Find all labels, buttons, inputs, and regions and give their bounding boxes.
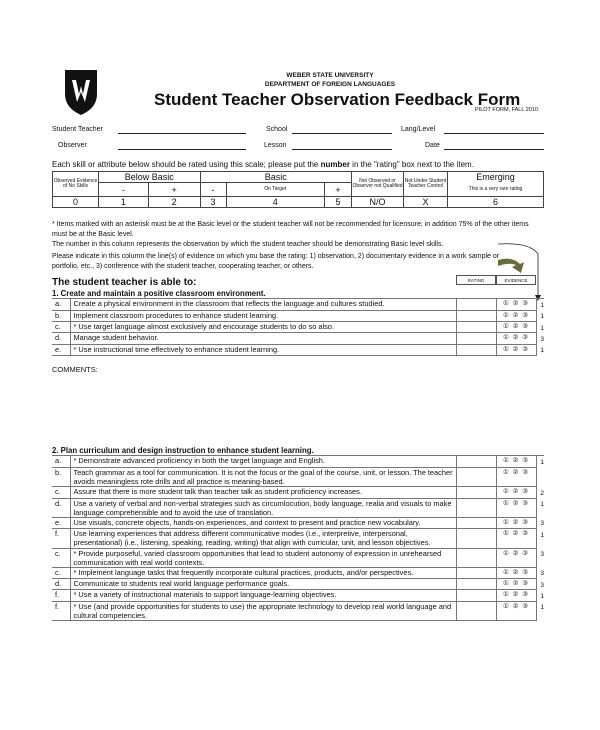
evidence-options[interactable]: ① ② ③: [496, 310, 536, 321]
evidence-column-header: EVIDENCE: [496, 275, 536, 285]
item-text: * Use target language almost exclusively and encourage students to do so also.: [70, 322, 456, 333]
rating-box[interactable]: [456, 310, 496, 321]
rating-box[interactable]: [456, 344, 496, 355]
item-letter: e.: [52, 517, 70, 528]
evidence-options[interactable]: ① ② ③: [496, 567, 536, 578]
item-text: * Provide purposeful, varied classroom opportunities that lead to student autonomy of expression in unrehearsed communication with real world contexts.: [70, 548, 456, 567]
item-letter: f.: [52, 590, 70, 601]
item-letter: d.: [52, 579, 70, 590]
evidence-options[interactable]: ① ② ③: [496, 322, 536, 333]
table-row: [52, 487, 544, 498]
evidence-options[interactable]: ① ② ③: [496, 333, 536, 344]
item-text: * Implement language tasks that frequently incorporate cultural practices, products, and/or perspectives.: [70, 567, 456, 578]
target-observation: 1: [540, 313, 544, 321]
table-row: [52, 601, 544, 620]
scale-num: 5: [324, 197, 351, 208]
student-teacher-label: Student Teacher: [52, 126, 103, 133]
rating-box[interactable]: [456, 567, 496, 578]
scale-not-under-control: Not Under Student Teacher Control: [404, 172, 448, 197]
target-observation: 1: [540, 501, 544, 509]
scale-below-minus: -: [99, 183, 149, 197]
target-observation: [536, 467, 544, 486]
item-letter: c.: [52, 567, 70, 578]
item-letter: c.: [52, 322, 70, 333]
section-2-table: [52, 446, 544, 621]
rating-column-header: RATING: [456, 275, 496, 285]
lesson-field[interactable]: [292, 149, 392, 150]
scale-num: X: [404, 197, 448, 208]
item-text: Implement classroom procedures to enhance student learning.: [70, 310, 456, 321]
scale-num: 6: [448, 197, 544, 208]
table-row: [52, 529, 544, 548]
item-text: Use learning experiences that address different communicative modes (i.e., interpretive, interpersonal, presentational) (i.e., listening, speaking, reading, writing) that align with curricular, unit, and lesson objectives.: [70, 529, 456, 548]
item-text: * Demonstrate advanced proficiency in both the target language and English.: [70, 456, 456, 468]
item-letter: a.: [52, 299, 70, 311]
evidence-options[interactable]: ① ② ③: [496, 344, 536, 355]
item-letter: c.: [52, 487, 70, 498]
item-letter: f.: [52, 601, 70, 620]
table-row: [52, 310, 544, 321]
evidence-options[interactable]: ① ② ③: [496, 579, 536, 590]
item-letter: e.: [52, 344, 70, 355]
table-row: [52, 333, 544, 344]
target-observation: 1: [540, 592, 544, 600]
target-observation: 1: [540, 604, 544, 612]
scale-num: N/O: [352, 197, 404, 208]
item-letter: d.: [52, 333, 70, 344]
target-observation: 2: [540, 489, 544, 497]
evidence-options[interactable]: ① ② ③: [496, 601, 536, 620]
able-to-heading: The student teacher is able to:: [52, 277, 197, 288]
target-observation: 3: [540, 570, 544, 578]
item-text: Use a variety of verbal and non-verbal strategies such as circumlocution, body language, realia and visuals to make language comprehensible and to avoid the use of translation.: [70, 498, 456, 517]
evidence-options[interactable]: ① ② ③: [496, 517, 536, 528]
scale-num: 0: [53, 197, 99, 208]
table-row: [52, 344, 544, 355]
item-letter: b.: [52, 467, 70, 486]
date-field[interactable]: [444, 149, 544, 150]
item-letter: a.: [52, 456, 70, 468]
scale-basic-minus: -: [200, 183, 226, 197]
item-text: Teach grammar as a tool for communication. It is not the focus or the goal of the course, unit, or lesson. The teacher avoids meaningless rote drills and all practice is meaning-based.: [70, 467, 456, 486]
evidence-options[interactable]: ① ② ③: [496, 498, 536, 517]
rating-box[interactable]: [456, 456, 496, 468]
table-row: [52, 567, 544, 578]
lang-level-label: Lang/Level: [401, 126, 436, 133]
table-row: [52, 456, 544, 468]
rating-box[interactable]: [456, 517, 496, 528]
item-text: Create a physical environment in the classroom that reflects the language and cultures studied.: [70, 299, 456, 311]
table-row: [52, 467, 544, 486]
evidence-options[interactable]: ① ② ③: [496, 590, 536, 601]
school-field[interactable]: [292, 133, 392, 134]
date-label: Date: [425, 142, 440, 149]
item-text: Use visuals, concrete objects, hands-on experiences, and context to present and practice new vocabulary.: [70, 517, 456, 528]
rating-scale-table: [52, 171, 544, 208]
evidence-options[interactable]: ① ② ③: [496, 456, 536, 468]
rating-box[interactable]: [456, 322, 496, 333]
table-row: [52, 299, 544, 311]
scale-on-target: On Target: [226, 183, 324, 197]
item-text: Communicate to students real world language performance goals.: [70, 579, 456, 590]
rating-box[interactable]: [456, 498, 496, 517]
target-observation: 1: [540, 302, 544, 310]
evidence-options[interactable]: ① ② ③: [496, 548, 536, 567]
scale-instructions: Each skill or attribute below should be rated using this scale; please put the number in the "rating" box next to the item.: [52, 160, 474, 169]
table-row: [52, 322, 544, 333]
scale-below-plus: +: [148, 183, 200, 197]
item-text: Assure that there is more student talk than teacher talk as student proficiency increases.: [70, 487, 456, 498]
university-name: WEBER STATE UNIVERSITY: [286, 72, 374, 79]
evidence-note: Please indicate in this column the line(s) of evidence on which you base the rating: 1) observation, 2) documentary evidence in a work sample or portfolio, etc., 3) conference with the student teacher, cooperating teacher, or others.: [52, 253, 500, 270]
asterisk-note: * Items marked with an asterisk must be at the Basic level or the student teacher will not be recommended for licensure; in addition 75% of the other items must be at the Basic level.: [52, 221, 529, 238]
pilot-form-note: PILOT FORM, FALL 2010: [475, 107, 538, 113]
scale-observed-no-skills: Observed Evidence of No Skills: [53, 172, 99, 197]
observer-label: Observer: [58, 142, 87, 149]
evidence-options[interactable]: ① ② ③: [496, 529, 536, 548]
evidence-options[interactable]: ① ② ③: [496, 467, 536, 486]
rating-box[interactable]: [456, 548, 496, 567]
item-letter: f.: [52, 529, 70, 548]
table-row: [52, 517, 544, 528]
rating-box[interactable]: [456, 487, 496, 498]
table-row: [52, 579, 544, 590]
school-label: School: [266, 126, 288, 133]
item-text: * Use instructional time effectively to enhance student learning.: [70, 344, 456, 355]
target-observation: 3: [540, 335, 544, 343]
scale-num: 1: [99, 197, 149, 208]
lesson-label: Lesson: [264, 142, 287, 149]
table-row: [52, 498, 544, 517]
scale-num: 4: [226, 197, 324, 208]
observer-field[interactable]: [118, 149, 246, 150]
rating-box[interactable]: [456, 333, 496, 344]
section-1-table: [52, 289, 544, 356]
column-note: The number in this column represents the observation by which the student teacher should be demonstrating Basic level skills.: [52, 241, 444, 248]
table-row: [52, 548, 544, 567]
target-observation: 3: [540, 520, 544, 528]
target-observation: 1: [540, 324, 544, 332]
rating-box[interactable]: [456, 601, 496, 620]
target-observation: 3: [540, 581, 544, 589]
scale-rare-rating: This is a very rare rating: [448, 183, 544, 197]
lang-level-field[interactable]: [444, 133, 544, 134]
rating-box[interactable]: [456, 299, 496, 311]
item-letter: c.: [52, 548, 70, 567]
scale-num: 2: [148, 197, 200, 208]
evidence-options[interactable]: ① ② ③: [496, 299, 536, 311]
target-observation: 1: [540, 531, 544, 539]
target-observation: 1: [540, 459, 544, 467]
scale-not-observed: Not Observed or Observer not Qualified: [352, 172, 404, 197]
item-letter: d.: [52, 498, 70, 517]
item-text: * Use a variety of instructional materials to support language-learning objectives.: [70, 590, 456, 601]
scale-basic: Basic: [200, 172, 351, 183]
evidence-options[interactable]: ① ② ③: [496, 487, 536, 498]
rating-box[interactable]: [456, 590, 496, 601]
item-text: * Use (and provide opportunities for students to use) the appropriate technology to develop real world language and cultural competencies.: [70, 601, 456, 620]
scale-below-basic: Below Basic: [99, 172, 201, 183]
table-row: [52, 590, 544, 601]
section-2-title: 2. Plan curriculum and design instruction to enhance student learning.: [52, 446, 544, 456]
item-letter: b.: [52, 310, 70, 321]
rating-box[interactable]: [456, 529, 496, 548]
section-1-title: 1. Create and maintain a positive classroom environment.: [52, 289, 544, 299]
rating-box[interactable]: [456, 467, 496, 486]
target-observation: 1: [540, 347, 544, 355]
item-text: Manage student behavior.: [70, 333, 456, 344]
student-teacher-field[interactable]: [118, 133, 246, 134]
comments-label: COMMENTS:: [52, 365, 98, 374]
scale-basic-plus: +: [324, 183, 351, 197]
rating-box[interactable]: [456, 579, 496, 590]
page-title: Student Teacher Observation Feedback Form: [154, 90, 521, 109]
scale-num: 3: [200, 197, 226, 208]
department-name: DEPARTMENT OF FOREIGN LANGUAGES: [264, 81, 396, 88]
scale-emerging: Emerging: [448, 172, 544, 183]
target-observation: 3: [540, 551, 544, 559]
